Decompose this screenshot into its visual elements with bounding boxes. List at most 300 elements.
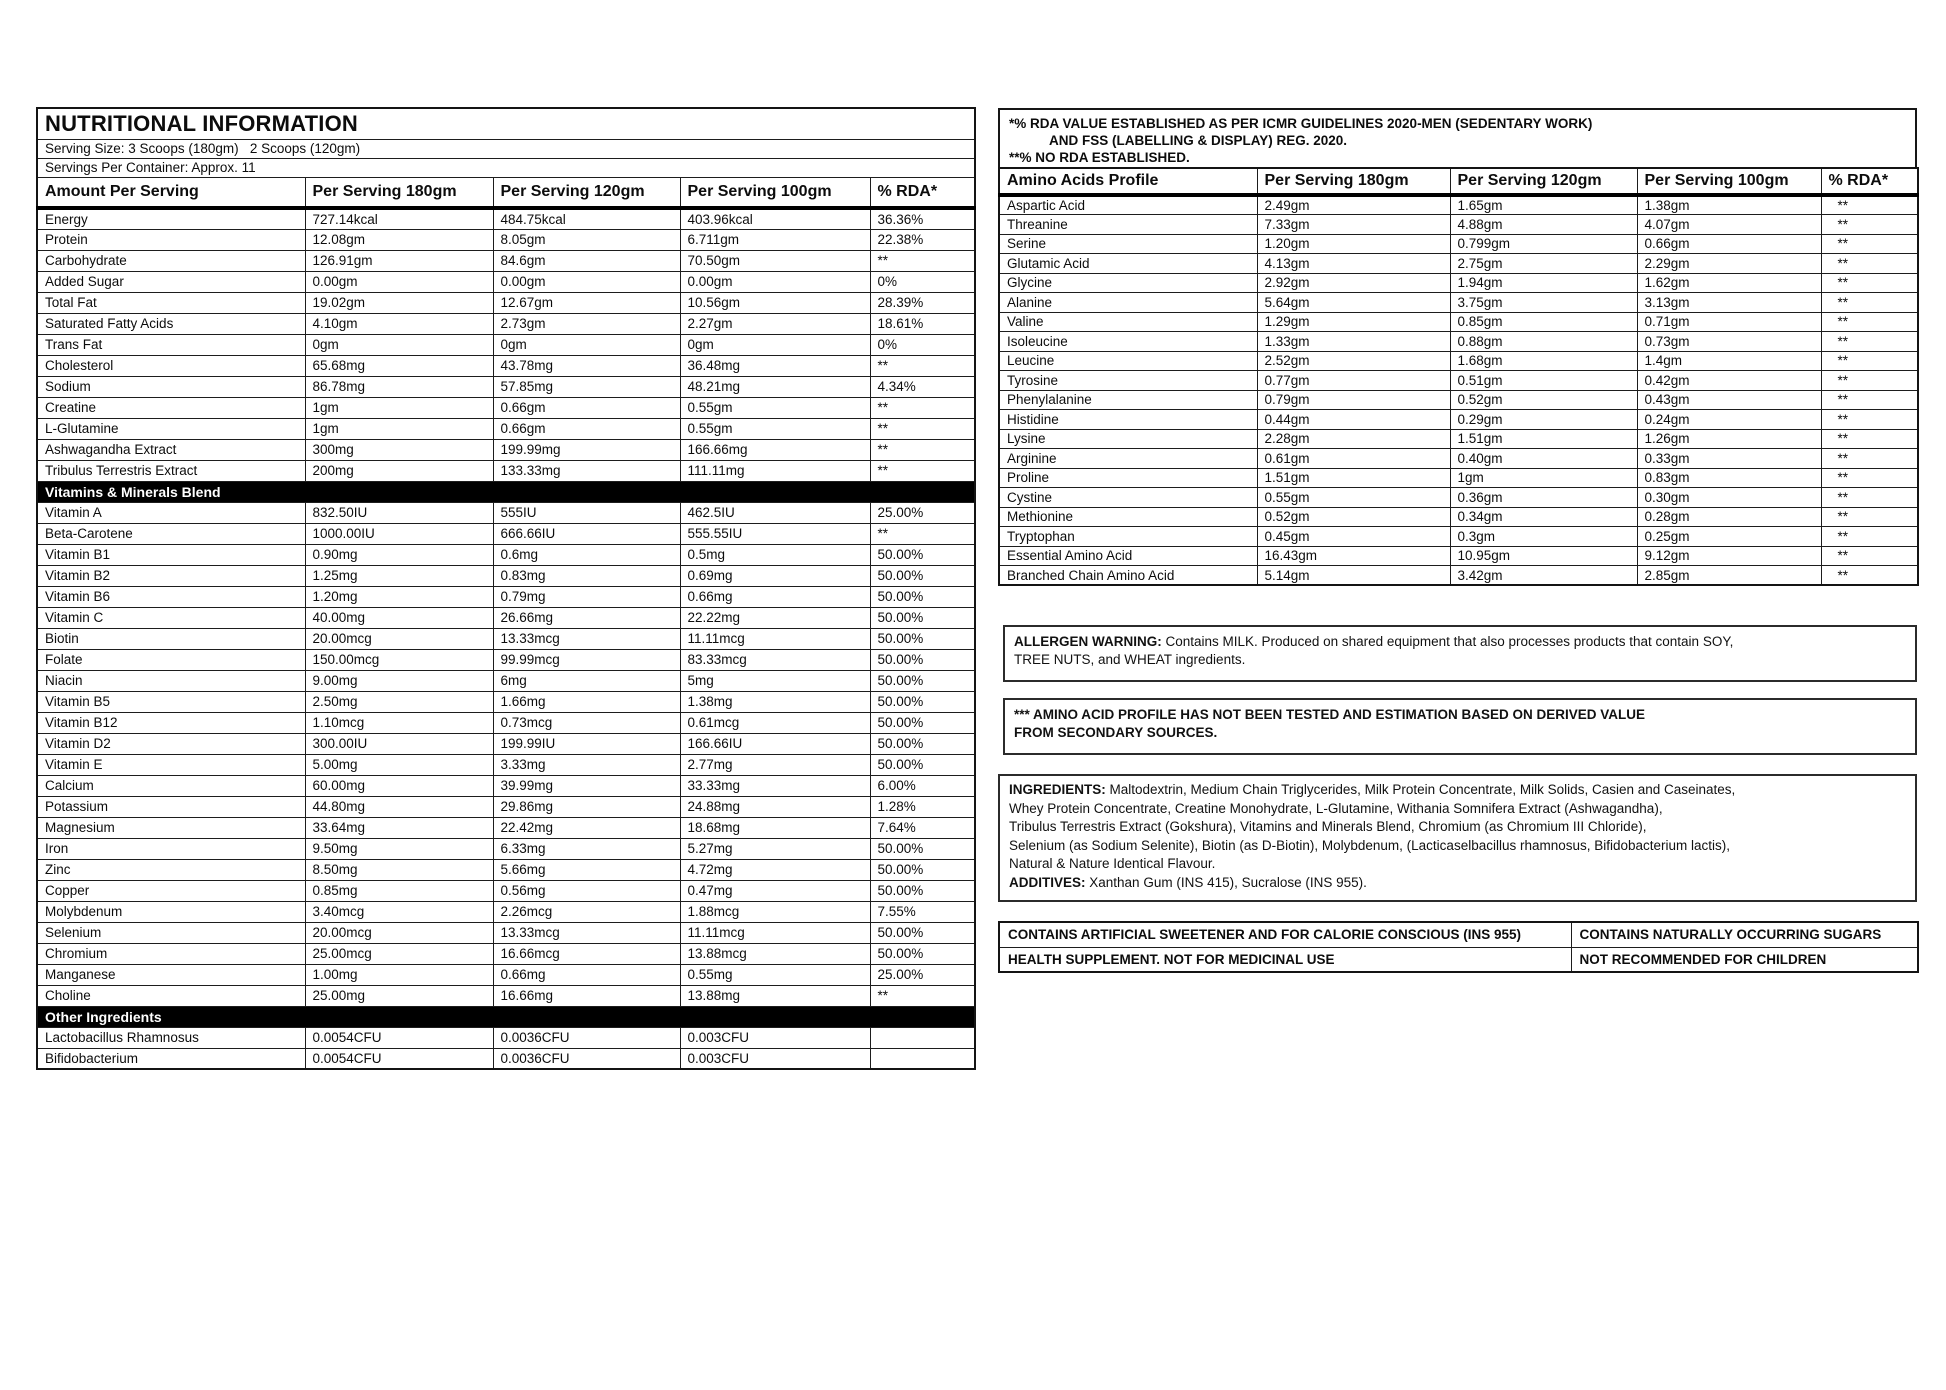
row-label: Vitamin B2 bbox=[37, 565, 305, 586]
serving-value: 22.22mg bbox=[680, 607, 870, 628]
serving-value: 70.50gm bbox=[680, 250, 870, 271]
rda-value: ** bbox=[1821, 293, 1918, 313]
row-label: Serine bbox=[999, 234, 1257, 254]
ingredients-box bbox=[998, 774, 1917, 902]
rda-value: ** bbox=[1821, 195, 1918, 215]
serving-value: 2.52gm bbox=[1257, 351, 1450, 371]
estimation-note-line-2: FROM SECONDARY SOURCES. bbox=[1014, 724, 1218, 740]
rda-value: 50.00% bbox=[870, 586, 975, 607]
table-row bbox=[37, 439, 975, 460]
row-label: Cholesterol bbox=[37, 355, 305, 376]
rda-value: ** bbox=[1821, 332, 1918, 352]
additives-line bbox=[1009, 874, 1906, 893]
rda-value: 50.00% bbox=[870, 544, 975, 565]
amino-header-row bbox=[999, 168, 1918, 195]
serving-value: 1.51gm bbox=[1257, 468, 1450, 488]
rda-value: 36.36% bbox=[870, 208, 975, 229]
rda-value: 50.00% bbox=[870, 670, 975, 691]
row-label: Vitamin B1 bbox=[37, 544, 305, 565]
serving-value: 48.21mg bbox=[680, 376, 870, 397]
serving-value: 0.0054CFU bbox=[305, 1027, 493, 1048]
rda-value: 0% bbox=[870, 271, 975, 292]
rda-value: 0% bbox=[870, 334, 975, 355]
serving-value: 199.99IU bbox=[493, 733, 680, 754]
serving-value: 4.10gm bbox=[305, 313, 493, 334]
serving-value: 2.28gm bbox=[1257, 429, 1450, 449]
table-row bbox=[37, 544, 975, 565]
rda-value: ** bbox=[870, 460, 975, 481]
serving-value: 6mg bbox=[493, 670, 680, 691]
table-row bbox=[999, 488, 1918, 508]
ingredients-text-1: Maltodextrin, Medium Chain Triglycerides, Milk Protein Concentrate, Milk Solids, Casien and Caseinates, bbox=[1105, 782, 1736, 797]
serving-value: 5.14gm bbox=[1257, 566, 1450, 586]
serving-value: 16.66mg bbox=[493, 985, 680, 1006]
table-row bbox=[999, 351, 1918, 371]
table-row bbox=[999, 390, 1918, 410]
serving-value: 126.91gm bbox=[305, 250, 493, 271]
section-bar-title: Vitamins & Minerals Blend bbox=[37, 481, 975, 502]
serving-value: 0.0036CFU bbox=[493, 1027, 680, 1048]
table-row bbox=[37, 649, 975, 670]
serving-value: 555.55IU bbox=[680, 523, 870, 544]
row-label: Aspartic Acid bbox=[999, 195, 1257, 215]
table-row bbox=[999, 507, 1918, 527]
table-row bbox=[37, 355, 975, 376]
row-label: Vitamin E bbox=[37, 754, 305, 775]
table-row bbox=[999, 410, 1918, 430]
serving-value: 0gm bbox=[493, 334, 680, 355]
rda-value: ** bbox=[870, 355, 975, 376]
statement-natural-sugars: CONTAINS NATURALLY OCCURRING SUGARS bbox=[1571, 922, 1918, 947]
allergen-warning-box bbox=[1003, 625, 1917, 682]
serving-value: 1.88mcg bbox=[680, 901, 870, 922]
column-header-amino-profile: Amino Acids Profile bbox=[999, 168, 1257, 195]
serving-size-text: Serving Size: 3 Scoops (180gm) 2 Scoops (120gm) bbox=[37, 139, 975, 158]
serving-value: 4.72mg bbox=[680, 859, 870, 880]
row-label: Trans Fat bbox=[37, 334, 305, 355]
rda-value: ** bbox=[1821, 546, 1918, 566]
row-label: Total Fat bbox=[37, 292, 305, 313]
serving-value: 1.20gm bbox=[1257, 234, 1450, 254]
serving-value: 2.77mg bbox=[680, 754, 870, 775]
serving-value: 166.66mg bbox=[680, 439, 870, 460]
serving-value: 5mg bbox=[680, 670, 870, 691]
row-label: Manganese bbox=[37, 964, 305, 985]
serving-value: 12.67gm bbox=[493, 292, 680, 313]
serving-value: 0.85gm bbox=[1450, 312, 1637, 332]
table-row bbox=[37, 502, 975, 523]
serving-value: 9.50mg bbox=[305, 838, 493, 859]
serving-value: 16.66mcg bbox=[493, 943, 680, 964]
statement-not-for-children: NOT RECOMMENDED FOR CHILDREN bbox=[1571, 947, 1918, 972]
row-label: Alanine bbox=[999, 293, 1257, 313]
table-row bbox=[37, 733, 975, 754]
estimation-note-line-1: *** AMINO ACID PROFILE HAS NOT BEEN TESTED AND ESTIMATION BASED ON DERIVED VALUE bbox=[1014, 707, 1646, 722]
serving-value: 0.51gm bbox=[1450, 371, 1637, 391]
serving-value: 111.11mg bbox=[680, 460, 870, 481]
serving-value: 0.36gm bbox=[1450, 488, 1637, 508]
rda-value: ** bbox=[1821, 390, 1918, 410]
serving-value: 22.42mg bbox=[493, 817, 680, 838]
rda-notes-box bbox=[998, 108, 1917, 169]
serving-value: 2.75gm bbox=[1450, 254, 1637, 274]
row-label: Arginine bbox=[999, 449, 1257, 469]
serving-value: 83.33mcg bbox=[680, 649, 870, 670]
section-bar-row bbox=[37, 481, 975, 502]
table-row bbox=[37, 901, 975, 922]
serving-value: 0.42gm bbox=[1637, 371, 1821, 391]
serving-value: 16.43gm bbox=[1257, 546, 1450, 566]
row-label: Threanine bbox=[999, 215, 1257, 235]
row-label: Sodium bbox=[37, 376, 305, 397]
serving-value: 0.29gm bbox=[1450, 410, 1637, 430]
serving-value: 57.85mg bbox=[493, 376, 680, 397]
table-row bbox=[37, 775, 975, 796]
rda-value: 50.00% bbox=[870, 712, 975, 733]
nutrition-table bbox=[36, 107, 976, 1070]
serving-value: 1gm bbox=[305, 418, 493, 439]
serving-value: 555IU bbox=[493, 502, 680, 523]
allergen-warning-text-2: TREE NUTS, and WHEAT ingredients. bbox=[1014, 651, 1246, 667]
serving-value: 1.26gm bbox=[1637, 429, 1821, 449]
serving-value: 20.00mcg bbox=[305, 922, 493, 943]
rda-value: 50.00% bbox=[870, 691, 975, 712]
serving-value: 1.68gm bbox=[1450, 351, 1637, 371]
serving-value: 4.88gm bbox=[1450, 215, 1637, 235]
serving-value: 8.05gm bbox=[493, 229, 680, 250]
rda-value: ** bbox=[1821, 429, 1918, 449]
serving-value: 1.66mg bbox=[493, 691, 680, 712]
serving-value: 0.55gm bbox=[680, 418, 870, 439]
rda-note-line-1: *% RDA VALUE ESTABLISHED AS PER ICMR GUIDELINES 2020-MEN (SEDENTARY WORK) bbox=[1009, 116, 1593, 131]
rda-value: ** bbox=[870, 397, 975, 418]
rda-value: 25.00% bbox=[870, 964, 975, 985]
serving-value: 0.799gm bbox=[1450, 234, 1637, 254]
table-row bbox=[999, 546, 1918, 566]
serving-value: 86.78mg bbox=[305, 376, 493, 397]
row-label: Vitamin C bbox=[37, 607, 305, 628]
rda-value: 7.55% bbox=[870, 901, 975, 922]
serving-value: 0.45gm bbox=[1257, 527, 1450, 547]
serving-value: 1.29gm bbox=[1257, 312, 1450, 332]
serving-value: 133.33mg bbox=[493, 460, 680, 481]
serving-value: 36.48mg bbox=[680, 355, 870, 376]
serving-value: 2.92gm bbox=[1257, 273, 1450, 293]
serving-value: 0.66gm bbox=[493, 397, 680, 418]
rda-value: 18.61% bbox=[870, 313, 975, 334]
row-label: Isoleucine bbox=[999, 332, 1257, 352]
serving-value: 0.61gm bbox=[1257, 449, 1450, 469]
table-row bbox=[37, 880, 975, 901]
row-label: Vitamin B6 bbox=[37, 586, 305, 607]
serving-value: 5.66mg bbox=[493, 859, 680, 880]
rda-value: ** bbox=[1821, 488, 1918, 508]
serving-value: 1.00mg bbox=[305, 964, 493, 985]
serving-value: 0.5mg bbox=[680, 544, 870, 565]
row-label: Magnesium bbox=[37, 817, 305, 838]
row-label: Selenium bbox=[37, 922, 305, 943]
rda-value: ** bbox=[870, 418, 975, 439]
row-label: Biotin bbox=[37, 628, 305, 649]
serving-value: 300mg bbox=[305, 439, 493, 460]
row-label: Calcium bbox=[37, 775, 305, 796]
serving-value: 2.50mg bbox=[305, 691, 493, 712]
rda-value: ** bbox=[1821, 507, 1918, 527]
row-label: Potassium bbox=[37, 796, 305, 817]
table-row bbox=[999, 215, 1918, 235]
table-row bbox=[37, 838, 975, 859]
serving-value: 3.75gm bbox=[1450, 293, 1637, 313]
serving-value: 0.28gm bbox=[1637, 507, 1821, 527]
row-label: Lactobacillus Rhamnosus bbox=[37, 1027, 305, 1048]
table-row bbox=[999, 293, 1918, 313]
serving-value: 0.55gm bbox=[680, 397, 870, 418]
table-row bbox=[37, 628, 975, 649]
row-label: Added Sugar bbox=[37, 271, 305, 292]
row-label: Saturated Fatty Acids bbox=[37, 313, 305, 334]
serving-value: 0.44gm bbox=[1257, 410, 1450, 430]
serving-value: 0.66mg bbox=[680, 586, 870, 607]
serving-value: 0.79gm bbox=[1257, 390, 1450, 410]
allergen-warning-label: ALLERGEN WARNING: bbox=[1014, 634, 1162, 649]
rda-value: 50.00% bbox=[870, 649, 975, 670]
serving-value: 1.25mg bbox=[305, 565, 493, 586]
row-label: Lysine bbox=[999, 429, 1257, 449]
rda-value: 50.00% bbox=[870, 859, 975, 880]
row-label: Carbohydrate bbox=[37, 250, 305, 271]
serving-value: 4.13gm bbox=[1257, 254, 1450, 274]
table-row bbox=[999, 312, 1918, 332]
rda-value: 50.00% bbox=[870, 628, 975, 649]
row-label: Zinc bbox=[37, 859, 305, 880]
serving-value: 1gm bbox=[1450, 468, 1637, 488]
serving-value: 10.56gm bbox=[680, 292, 870, 313]
serving-value: 26.66mg bbox=[493, 607, 680, 628]
table-row bbox=[37, 250, 975, 271]
serving-value: 727.14kcal bbox=[305, 208, 493, 229]
serving-value: 199.99mg bbox=[493, 439, 680, 460]
serving-value: 33.33mg bbox=[680, 775, 870, 796]
row-label: Molybdenum bbox=[37, 901, 305, 922]
serving-value: 403.96kcal bbox=[680, 208, 870, 229]
serving-value: 462.5IU bbox=[680, 502, 870, 523]
serving-value: 0.40gm bbox=[1450, 449, 1637, 469]
rda-value: ** bbox=[1821, 449, 1918, 469]
rda-value: 50.00% bbox=[870, 607, 975, 628]
serving-value: 2.49gm bbox=[1257, 195, 1450, 215]
serving-value: 166.66IU bbox=[680, 733, 870, 754]
rda-value: ** bbox=[1821, 312, 1918, 332]
table-row bbox=[999, 254, 1918, 274]
row-label: Energy bbox=[37, 208, 305, 229]
serving-value: 0.88gm bbox=[1450, 332, 1637, 352]
serving-value: 1.33gm bbox=[1257, 332, 1450, 352]
serving-value: 5.64gm bbox=[1257, 293, 1450, 313]
serving-value: 1.4gm bbox=[1637, 351, 1821, 371]
table-row bbox=[999, 234, 1918, 254]
serving-value: 0gm bbox=[305, 334, 493, 355]
rda-value: ** bbox=[1821, 273, 1918, 293]
column-header-120gm: Per Serving 120gm bbox=[493, 177, 680, 208]
serving-value: 1.38mg bbox=[680, 691, 870, 712]
serving-value: 13.88mg bbox=[680, 985, 870, 1006]
table-row bbox=[37, 460, 975, 481]
serving-value: 1gm bbox=[305, 397, 493, 418]
rda-value: ** bbox=[870, 523, 975, 544]
row-label: Proline bbox=[999, 468, 1257, 488]
row-label: Iron bbox=[37, 838, 305, 859]
rda-note-line-2: AND FSS (LABELLING & DISPLAY) REG. 2020. bbox=[1049, 133, 1348, 148]
column-header-180gm: Per Serving 180gm bbox=[1257, 168, 1450, 195]
row-label: Creatine bbox=[37, 397, 305, 418]
table-row bbox=[37, 523, 975, 544]
rda-value: ** bbox=[1821, 410, 1918, 430]
rda-value: ** bbox=[870, 439, 975, 460]
table-row bbox=[37, 964, 975, 985]
table-row bbox=[37, 817, 975, 838]
serving-value: 0.55mg bbox=[680, 964, 870, 985]
rda-value: ** bbox=[870, 250, 975, 271]
servings-per-container-row bbox=[37, 158, 975, 177]
serving-value: 24.88mg bbox=[680, 796, 870, 817]
allergen-warning-text-1: Contains MILK. Produced on shared equipment that also processes products that contain SOY, bbox=[1161, 634, 1734, 649]
table-row bbox=[37, 334, 975, 355]
amino-acids-table bbox=[998, 167, 1919, 586]
row-label: Tribulus Terrestris Extract bbox=[37, 460, 305, 481]
serving-value: 1.51gm bbox=[1450, 429, 1637, 449]
serving-value: 3.13gm bbox=[1637, 293, 1821, 313]
table-row bbox=[37, 859, 975, 880]
serving-value: 40.00mg bbox=[305, 607, 493, 628]
rda-value: 50.00% bbox=[870, 754, 975, 775]
serving-value: 13.88mcg bbox=[680, 943, 870, 964]
ingredients-line-4: Selenium (as Sodium Selenite), Biotin (as D-Biotin), Molybdenum, (Lacticaselbacillus rhamnosus, Bifidobacterium lactis), bbox=[1009, 837, 1731, 853]
table-row bbox=[37, 397, 975, 418]
serving-value: 29.86mg bbox=[493, 796, 680, 817]
row-label: Vitamin B5 bbox=[37, 691, 305, 712]
serving-value: 0.66gm bbox=[1637, 234, 1821, 254]
serving-value: 43.78mg bbox=[493, 355, 680, 376]
row-label: Copper bbox=[37, 880, 305, 901]
serving-value: 0gm bbox=[680, 334, 870, 355]
servings-per-container-text: Servings Per Container: Approx. 11 bbox=[37, 158, 975, 177]
column-header-100gm: Per Serving 100gm bbox=[680, 177, 870, 208]
serving-value: 33.64mg bbox=[305, 817, 493, 838]
serving-value: 20.00mcg bbox=[305, 628, 493, 649]
column-header-amount: Amount Per Serving bbox=[37, 177, 305, 208]
row-label: Leucine bbox=[999, 351, 1257, 371]
ingredients-line-1 bbox=[1009, 781, 1906, 800]
serving-value: 0.71gm bbox=[1637, 312, 1821, 332]
serving-value: 0.00gm bbox=[680, 271, 870, 292]
serving-value: 9.12gm bbox=[1637, 546, 1821, 566]
serving-value: 10.95gm bbox=[1450, 546, 1637, 566]
row-label: Tryptophan bbox=[999, 527, 1257, 547]
table-row bbox=[999, 566, 1918, 586]
column-header-180gm: Per Serving 180gm bbox=[305, 177, 493, 208]
table-row bbox=[999, 332, 1918, 352]
serving-value: 39.99mg bbox=[493, 775, 680, 796]
ingredients-line-3: Tribulus Terrestris Extract (Gokshura), Vitamins and Minerals Blend, Chromium (as Chromium III Chloride), bbox=[1009, 819, 1647, 834]
ingredients-line-5: Natural & Nature Identical Flavour. bbox=[1009, 856, 1216, 871]
additives-text: Xanthan Gum (INS 415), Sucralose (INS 955). bbox=[1085, 874, 1367, 890]
ingredients-label: INGREDIENTS: bbox=[1009, 782, 1106, 797]
table-row bbox=[37, 712, 975, 733]
serving-value: 2.73gm bbox=[493, 313, 680, 334]
table-row bbox=[37, 1027, 975, 1048]
serving-value: 0.0036CFU bbox=[493, 1048, 680, 1069]
rda-value: 50.00% bbox=[870, 733, 975, 754]
serving-value: 0.00gm bbox=[305, 271, 493, 292]
statements-table bbox=[998, 921, 1919, 973]
rda-value: 50.00% bbox=[870, 880, 975, 901]
serving-value: 3.40mcg bbox=[305, 901, 493, 922]
table-row bbox=[37, 922, 975, 943]
row-label: Folate bbox=[37, 649, 305, 670]
table-row bbox=[37, 985, 975, 1006]
column-header-100gm: Per Serving 100gm bbox=[1637, 168, 1821, 195]
serving-value: 200mg bbox=[305, 460, 493, 481]
serving-value: 19.02gm bbox=[305, 292, 493, 313]
serving-value: 0.85mg bbox=[305, 880, 493, 901]
table-row bbox=[37, 670, 975, 691]
serving-size-row bbox=[37, 139, 975, 158]
table-row bbox=[37, 292, 975, 313]
rda-value: 28.39% bbox=[870, 292, 975, 313]
row-label: Glycine bbox=[999, 273, 1257, 293]
row-label: Essential Amino Acid bbox=[999, 546, 1257, 566]
rda-value: ** bbox=[870, 985, 975, 1006]
table-row bbox=[999, 273, 1918, 293]
row-label: Methionine bbox=[999, 507, 1257, 527]
serving-value: 1000.00IU bbox=[305, 523, 493, 544]
row-label: Protein bbox=[37, 229, 305, 250]
serving-value: 300.00IU bbox=[305, 733, 493, 754]
row-label: Glutamic Acid bbox=[999, 254, 1257, 274]
serving-value: 1.20mg bbox=[305, 586, 493, 607]
serving-value: 2.85gm bbox=[1637, 566, 1821, 586]
statements-row-2 bbox=[999, 947, 1918, 972]
rda-value: ** bbox=[1821, 215, 1918, 235]
serving-value: 5.27mg bbox=[680, 838, 870, 859]
serving-value: 5.00mg bbox=[305, 754, 493, 775]
statement-health-supplement: HEALTH SUPPLEMENT. NOT FOR MEDICINAL USE bbox=[999, 947, 1571, 972]
serving-value: 0.00gm bbox=[493, 271, 680, 292]
serving-value: 99.99mcg bbox=[493, 649, 680, 670]
serving-value: 7.33gm bbox=[1257, 215, 1450, 235]
serving-value: 0.73mcg bbox=[493, 712, 680, 733]
serving-value: 18.68mg bbox=[680, 817, 870, 838]
serving-value: 11.11mcg bbox=[680, 922, 870, 943]
serving-value: 0.79mg bbox=[493, 586, 680, 607]
rda-value: ** bbox=[1821, 254, 1918, 274]
table-row bbox=[999, 527, 1918, 547]
serving-value: 4.07gm bbox=[1637, 215, 1821, 235]
table-row bbox=[37, 208, 975, 229]
rda-value: 50.00% bbox=[870, 922, 975, 943]
serving-value: 11.11mcg bbox=[680, 628, 870, 649]
statements-row-1 bbox=[999, 922, 1918, 947]
serving-value: 0.83mg bbox=[493, 565, 680, 586]
row-label: Vitamin D2 bbox=[37, 733, 305, 754]
serving-value: 0.24gm bbox=[1637, 410, 1821, 430]
row-label: Niacin bbox=[37, 670, 305, 691]
serving-value: 13.33mcg bbox=[493, 628, 680, 649]
row-label: Cystine bbox=[999, 488, 1257, 508]
row-label: Beta-Carotene bbox=[37, 523, 305, 544]
serving-value: 0.77gm bbox=[1257, 371, 1450, 391]
table-row bbox=[37, 376, 975, 397]
